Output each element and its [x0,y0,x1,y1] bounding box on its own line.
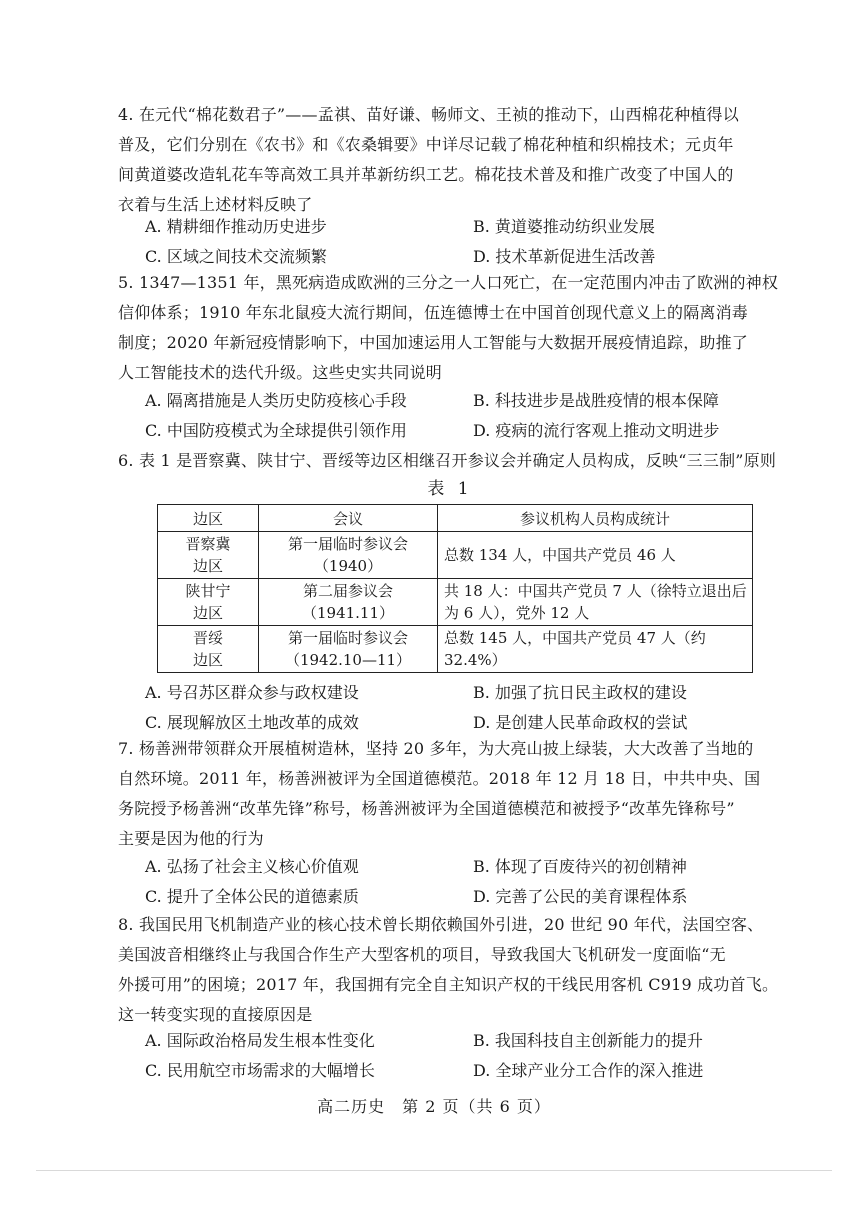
question-5-stem [118,268,790,388]
divider [36,1170,832,1171]
table-row [158,626,753,673]
stem-line: 这一转变实现的直接原因是 [118,1005,313,1024]
option-b: B. 黄道婆推动纺织业发展 [473,217,655,236]
stem-line: 普及，它们分别在《农书》和《农桑辑要》中详尽记载了棉花种植和织棉技术；元贞年 [118,135,734,154]
option-d: D. 疫病的流行客观上推动文明进步 [473,421,720,440]
stem-line: 间黄道婆改造轧花车等高效工具并革新纺织工艺。棉花技术普及和推广改变了中国人的 [118,165,734,184]
region-cell: 陕甘宁 边区 [158,579,259,626]
stem-line: 7. 杨善洲带领群众开展植树造林，坚持 20 多年，为大亮山披上绿装，大大改善了当地的 [118,739,754,758]
stem-line: 务院授予杨善洲“改革先锋”称号，杨善洲被评为全国道德模范和被授予“改革先锋称号” [118,799,735,818]
question-8-stem [118,910,790,1030]
stem-line: 人工智能技术的迭代升级。这些史实共同说明 [118,363,443,382]
stat-cell: 共 18 人：中国共产党员 7 人（徐特立退出后为 6 人），党外 12 人 [438,579,753,626]
option-a: A. 号召苏区群众参与政权建设 [145,683,359,702]
option-d: D. 是创建人民革命政权的尝试 [473,713,688,732]
question-8-options [145,1026,765,1086]
stem-line: 美国波音相继终止与我国合作生产大型客机的项目，导致我国大飞机研发一度面临“无 [118,945,726,964]
stat-cell: 总数 145 人，中国共产党员 47 人（约 32.4%） [438,626,753,673]
question-4-options [145,212,765,272]
question-7-stem [118,734,790,854]
stem-line: 信仰体系；1910 年东北鼠疫大流行期间，伍连德博士在中国首创现代意义上的隔离消毒 [118,303,749,322]
question-6-stem [118,446,790,476]
question-4-stem [118,100,790,220]
table-title: 表 1 [427,479,473,499]
option-d: D. 全球产业分工合作的深入推进 [473,1061,704,1080]
option-a: A. 国际政治格局发生根本性变化 [145,1031,375,1050]
region-cell: 晋绥 边区 [158,626,259,673]
stat-cell: 总数 134 人，中国共产党员 46 人 [438,532,753,579]
stem-line: 6. 表 1 是晋察冀、陕甘宁、晋绥等边区相继召开参议会并确定人员构成，反映“三三制”原则 [118,451,777,470]
option-d: D. 完善了公民的美育课程体系 [473,887,688,906]
stem-line: 外援可用”的困境；2017 年，我国拥有完全自主知识产权的干线民用客机 C919 成功首飞。 [118,975,779,994]
option-c: C. 展现解放区土地改革的成效 [145,713,359,732]
option-b: B. 科技进步是战胜疫情的根本保障 [473,391,719,410]
stem-line: 制度；2020 年新冠疫情影响下，中国加速运用人工智能与大数据开展疫情追踪，助推了 [118,333,749,352]
column-header: 会议 [259,505,438,532]
meeting-cell: 第一届临时参议会 （1940） [259,532,438,579]
option-c: C. 提升了全体公民的道德素质 [145,887,359,906]
data-table [157,504,753,673]
region-cell: 晋察冀 边区 [158,532,259,579]
option-b: B. 体现了百废待兴的初创精神 [473,857,687,876]
stem-line: 主要是因为他的行为 [118,829,264,848]
meeting-cell: 第二届参议会 （1941.11） [259,579,438,626]
table-row [158,579,753,626]
stem-line: 衣着与生活上述材料反映了 [118,195,313,214]
column-header: 参议机构人员构成统计 [438,505,753,532]
option-a: A. 弘扬了社会主义核心价值观 [145,857,359,876]
stem-line: 5. 1347—1351 年，黑死病造成欧洲的三分之一人口死亡，在一定范围内冲击了欧洲的神权 [118,273,779,292]
stem-line: 8. 我国民用飞机制造产业的核心技术曾长期依赖国外引进，20 世纪 90 年代，法国空客、 [118,915,764,934]
question-7-options [145,852,765,912]
table-header-row [158,505,753,532]
meeting-cell: 第一届临时参议会 （1942.10—11） [259,626,438,673]
option-a: A. 隔离措施是人类历史防疫核心手段 [145,391,407,410]
page-footer: 高二历史 第 2 页（共 6 页） [317,1097,551,1116]
option-b: B. 加强了抗日民主政权的建设 [473,683,687,702]
option-c: C. 区域之间技术交流频繁 [145,247,327,266]
column-header: 边区 [158,505,259,532]
option-a: A. 精耕细作推动历史进步 [145,217,327,236]
stem-line: 自然环境。2011 年，杨善洲被评为全国道德模范。2018 年 12 月 18 日，中共中央、国 [118,769,761,788]
option-d: D. 技术革新促进生活改善 [473,247,656,266]
option-c: C. 中国防疫模式为全球提供引领作用 [145,421,407,440]
table-row [158,532,753,579]
question-6-options [145,678,765,738]
stem-line: 4. 在元代“棉花数君子”——孟祺、苗好谦、畅师文、王祯的推动下，山西棉花种植得以 [118,105,739,124]
option-c: C. 民用航空市场需求的大幅增长 [145,1061,375,1080]
option-b: B. 我国科技自主创新能力的提升 [473,1031,703,1050]
question-5-options [145,386,765,446]
